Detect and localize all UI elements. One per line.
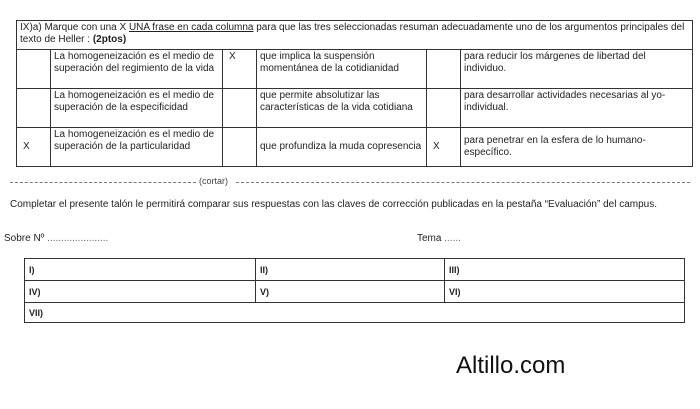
answer-grid: [24, 258, 685, 323]
mark-cell[interactable]: [427, 89, 461, 128]
answer-cell[interactable]: IV): [25, 281, 256, 303]
dashed-divider: [10, 182, 196, 183]
mark-cell[interactable]: [17, 50, 51, 89]
mark-cell[interactable]: [223, 128, 257, 167]
answer-cell[interactable]: VII): [25, 303, 685, 323]
question-prefix: Marque con una X: [44, 22, 129, 33]
instructions-text: Completar el presente talón le permitirá comparar sus respuestas con las claves de corrección publicadas en la pestaña “Evaluación” del campus.: [10, 199, 657, 210]
question-underlined: UNA frase en cada columna: [128, 22, 254, 33]
option-cell: que permite absolutizar las características de la vida cotidiana: [257, 89, 427, 128]
option-cell: para penetrar en la esfera de lo humano-específico.: [461, 128, 693, 167]
cut-line: [10, 176, 690, 188]
site-logo: Altillo.com: [456, 352, 566, 379]
option-cell: que profundiza la muda copresencia: [257, 128, 427, 167]
mark-cell[interactable]: [427, 50, 461, 89]
sobre-field[interactable]: [4, 233, 108, 244]
mark-cell[interactable]: X: [223, 50, 257, 89]
mark-cell[interactable]: X: [427, 128, 461, 167]
tema-dots: ......: [444, 233, 461, 244]
question-points: (2ptos): [92, 34, 127, 45]
option-cell: La homogeneización es el medio de superación del regimiento de la vida: [51, 50, 223, 89]
tema-field[interactable]: [417, 233, 461, 244]
sobre-label: Sobre Nº: [4, 233, 45, 244]
table-row: [17, 50, 693, 89]
question-table: [16, 20, 693, 167]
option-cell: para reducir los márgenes de libertad del individuo.: [461, 50, 693, 89]
table-row: [17, 128, 693, 167]
dashed-divider: [236, 182, 690, 183]
answer-cell[interactable]: V): [256, 281, 445, 303]
answer-cell[interactable]: I): [25, 259, 256, 281]
mark-cell[interactable]: [223, 89, 257, 128]
answer-cell[interactable]: III): [445, 259, 685, 281]
option-cell: La homogeneización es el medio de superación de la particularidad: [51, 128, 223, 167]
option-cell: que implica la suspensión momentánea de la cotidianidad: [257, 50, 427, 89]
cut-label: (cortar): [199, 176, 228, 186]
question-number: IX)a): [20, 22, 42, 33]
question-suffix: para que las tres seleccionadas resuman adecuadamente uno de los argumentos principales del texto de Heller :: [20, 22, 685, 45]
question-header: [17, 21, 693, 50]
answer-cell[interactable]: II): [256, 259, 445, 281]
answer-cell[interactable]: VI): [445, 281, 685, 303]
table-row: [17, 89, 693, 128]
mark-cell[interactable]: X: [17, 128, 51, 167]
sobre-dots: ......................: [47, 233, 109, 244]
option-cell: para desarrollar actividades necesarias al yo-individual.: [461, 89, 693, 128]
tema-label: Tema: [417, 233, 442, 244]
mark-cell[interactable]: [17, 89, 51, 128]
option-cell: La homogeneización es el medio de superación de la especificidad: [51, 89, 223, 128]
